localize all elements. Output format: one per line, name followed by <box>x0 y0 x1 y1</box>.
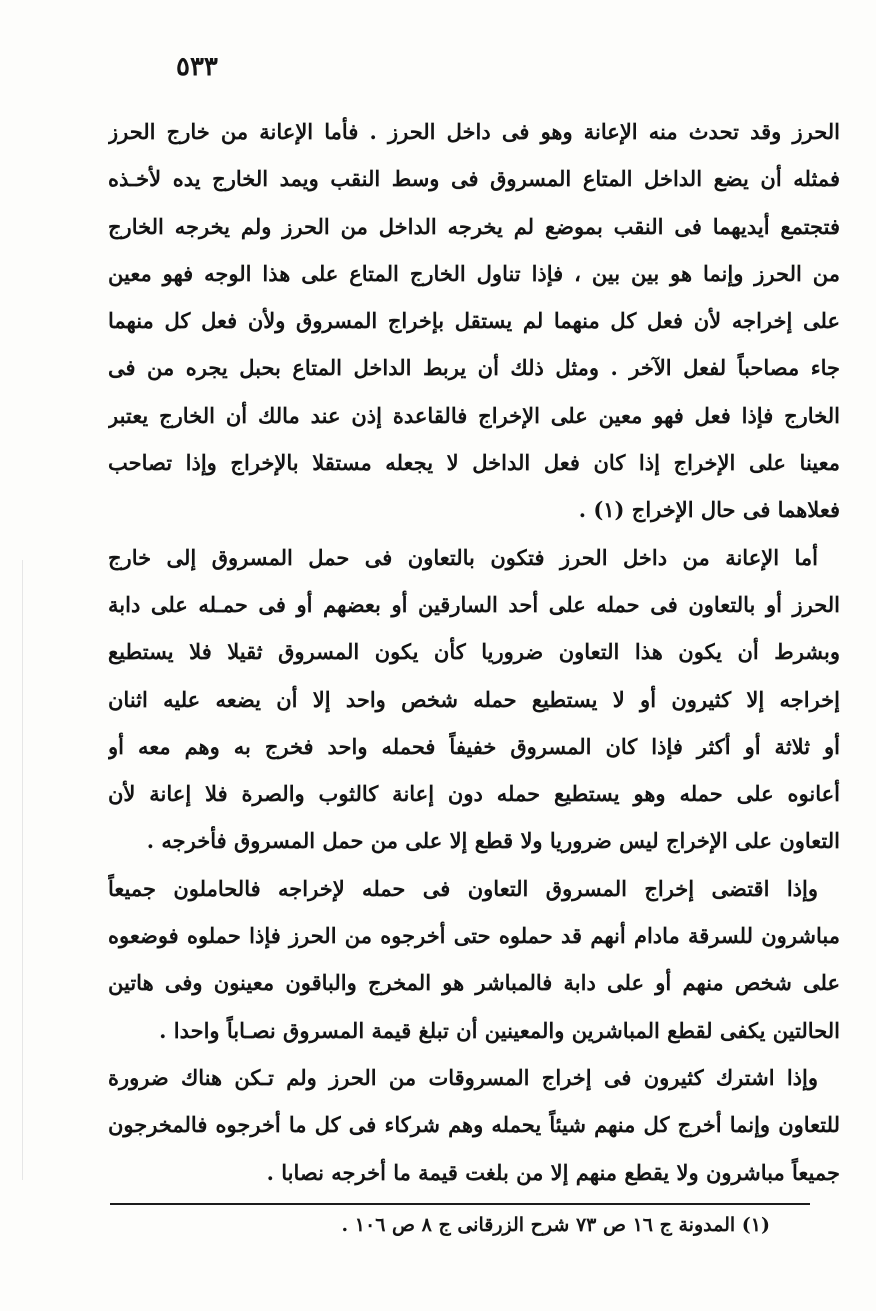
text-line: على شخص منهم أو على دابة فالمباشر هو المخرج والباقون معينون وفى هاتين <box>108 970 840 996</box>
text-line: من الحرز وإنما هو بين بين ، فإذا تناول الخارج المتاع على هذا الوجه فهو معين <box>108 260 840 286</box>
text-line: إخراجه إلا كثيرون أو لا يستطيع حمله شخص واحد إلا أن يضعه عليه اثنان <box>108 686 840 712</box>
footnote-divider <box>110 1203 810 1205</box>
text-line: الحرز وقد تحدث منه الإعانة وهو فى داخل الحرز . فأما الإعانة من خارج الحرز <box>108 119 840 144</box>
margin-shadow <box>22 560 23 1180</box>
text-line: الحرز أو بالتعاون فى حمله على أحد السارقين أو بعضهم أو فى حمـله على دابة <box>108 591 840 617</box>
text-line: جميعاً مباشرون ولا يقطع منهم إلا من بلغت قيمة ما أخرجه نصابا . <box>266 1159 840 1185</box>
paragraph-4 <box>108 1054 840 1196</box>
text-line: مباشرون للسرقة مادام أنهم قد حملوه حتى أخرجوه من الحرز فإذا حملوه فوضعوه <box>108 923 840 949</box>
footnote: (١) المدونة ج ١٦ ص ٧٣ شرح الزرقانى ج ٨ ص ١٠٦ . <box>341 1214 770 1236</box>
paragraph-3 <box>108 865 840 1054</box>
text-line: للتعاون وإنما أخرج كل منهم شيئاً يحمله وهم شركاء فى كل ما أخرجوه فالمخرجون <box>108 1112 840 1138</box>
paragraph-1 <box>108 108 840 534</box>
text-line: فمثله أن يضع الداخل المتاع المسروق فى وسط النقب ويمد الخارج يده لأخـذه <box>108 166 840 192</box>
text-line: أما الإعانة من داخل الحرز فتكون بالتعاون فى حمل المسروق إلى خارج <box>108 544 818 570</box>
text-line: الحالتين يكفى لقطع المباشرين والمعينين أن تبلغ قيمة المسروق نصـاباً واحدا . <box>159 1017 840 1043</box>
text-line: على إخراجه لأن فعل كل منهما لم يستقل بإخراج المسروق ولأن فعل كل منهما <box>108 308 840 334</box>
text-line: الخارج فإذا فعل فهو معين على الإخراج فالقاعدة إذن عند مالك أن الخارج يعتبر <box>108 402 840 428</box>
text-line: أعانوه على حمله وهو يستطيع حمله دون إعانة كالثوب والصرة فلا إعانة لأن <box>108 781 840 807</box>
text-line: فعلاهما فى حال الإخراج (١) . <box>578 497 840 523</box>
text-line: جاء مصاحباً لفعل الآخر . ومثل ذلك أن يربط الداخل المتاع بحبل يجره من فى <box>108 355 840 381</box>
page-number: ٥٣٣ <box>176 52 218 82</box>
body-text <box>108 108 840 1196</box>
text-line: وإذا اشترك كثيرون فى إخراج المسروقات من الحرز ولم تـكن هناك ضرورة <box>108 1064 818 1090</box>
text-line: وبشرط أن يكون هذا التعاون ضروريا كأن يكون المسروق ثقيلا فلا يستطيع <box>108 639 840 665</box>
paragraph-2 <box>108 534 840 865</box>
text-line: فتجتمع أيديهما فى النقب بموضع لم يخرجه الداخل من الحرز ولم يخرجه الخارج <box>108 213 840 239</box>
text-line: وإذا اقتضى إخراج المسروق التعاون فى حمله لإخراجه فالحاملون جميعاً <box>108 875 818 901</box>
text-line: التعاون على الإخراج ليس ضروريا ولا قطع إلا على من حمل المسروق فأخرجه . <box>146 828 840 854</box>
text-line: معينا على الإخراج إذا كان فعل الداخل لا يجعله مستقلا بالإخراج وإذا تصاحب <box>108 450 840 476</box>
text-line: أو ثلاثة أو أكثر فإذا كان المسروق خفيفاً فحمله واحد فخرج به وهم معه أو <box>108 733 840 759</box>
